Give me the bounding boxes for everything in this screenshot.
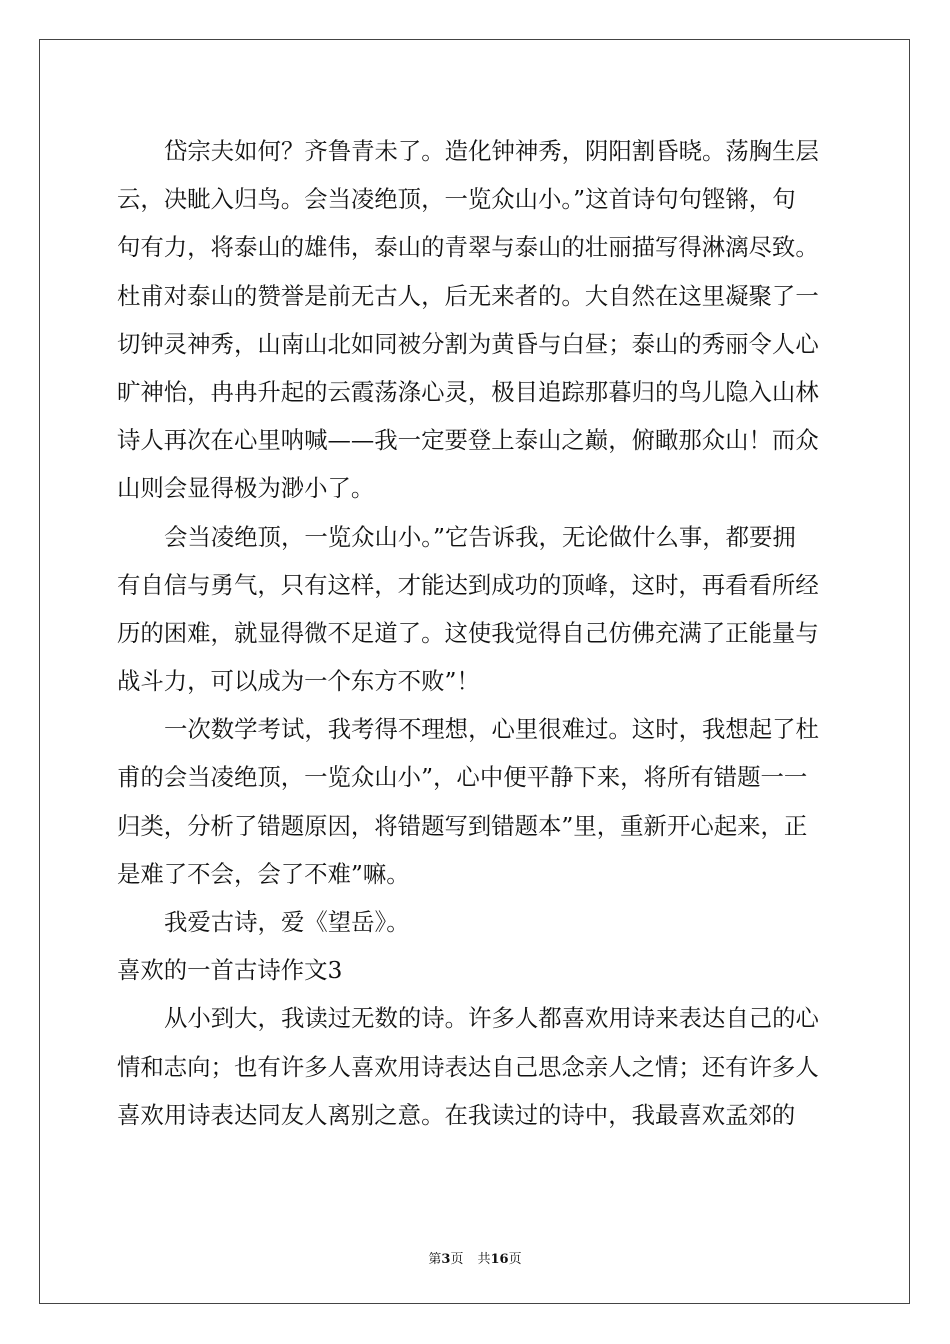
text-line: 切钟灵神秀，山南山北如同被分割为黄昏与白昼；泰山的秀丽令人心 xyxy=(117,329,819,358)
text-line: 情和志向；也有许多人喜欢用诗表达自己思念亲人之情；还有许多人 xyxy=(117,1052,819,1081)
text-line: 归类，分析了错题原因，将错题写到错题本”里，重新开心起来，正 xyxy=(117,811,808,840)
text-line: 一次数学考试，我考得不理想，心里很难过。这时，我想起了杜 xyxy=(164,715,819,744)
page-footer xyxy=(0,1248,950,1267)
text-line: 句有力，将泰山的雄伟，泰山的青翠与泰山的壮丽描写得淋漓尽致。 xyxy=(117,233,819,262)
document-body xyxy=(117,127,833,1139)
total-prefix: 共 xyxy=(477,1252,491,1267)
page-unit: 页 xyxy=(450,1252,464,1267)
text-line: 我爱古诗，爱《望岳》。 xyxy=(164,908,410,936)
text-line: 旷神怡，冉冉升起的云霞荡涤心灵，极目追踪那暮归的鸟儿隐入山林 xyxy=(117,377,819,406)
text-line: 岱宗夫如何？齐鲁青未了。造化钟神秀，阴阳割昏晓。荡胸生层 xyxy=(164,137,819,165)
page-prefix: 第 xyxy=(428,1252,442,1267)
text-line: 是难了不会，会了不难”嘛。 xyxy=(117,859,410,888)
page-total: 16 xyxy=(490,1252,509,1267)
text-line: 甫的会当凌绝顶，一览众山小”，心中便平静下来，将所有错题一一 xyxy=(117,763,808,792)
section-heading: 喜欢的一首古诗作文3 xyxy=(117,956,343,985)
text-line: 云，决眦入归鸟。会当凌绝顶，一览众山小。”这首诗句句铿锵，句 xyxy=(117,185,796,214)
text-line: 山则会显得极为渺小了。 xyxy=(117,474,375,503)
text-line: 历的困难，就显得微不足道了。这使我觉得自己仿佛充满了正能量与 xyxy=(117,618,819,647)
text-line: 会当凌绝顶，一览众山小。”它告诉我，无论做什么事，都要拥 xyxy=(164,522,796,551)
total-unit: 页 xyxy=(508,1252,522,1267)
text-line: 有自信与勇气，只有这样，才能达到成功的顶峰，这时，再看看所经 xyxy=(117,570,819,599)
text-line: 杜甫对泰山的赞誉是前无古人，后无来者的。大自然在这里凝聚了一 xyxy=(117,281,819,310)
text-line: 诗人再次在心里呐喊——我一定要登上泰山之巅，俯瞰那众山！而众 xyxy=(117,426,819,455)
text-line: 从小到大，我读过无数的诗。许多人都喜欢用诗来表达自己的心 xyxy=(164,1004,819,1033)
page-current: 3 xyxy=(441,1252,451,1267)
text-line: 喜欢用诗表达同友人离别之意。在我读过的诗中，我最喜欢孟郊的 xyxy=(117,1100,796,1129)
text-line: 战斗力，可以成为一个东方不败”！ xyxy=(117,667,480,696)
